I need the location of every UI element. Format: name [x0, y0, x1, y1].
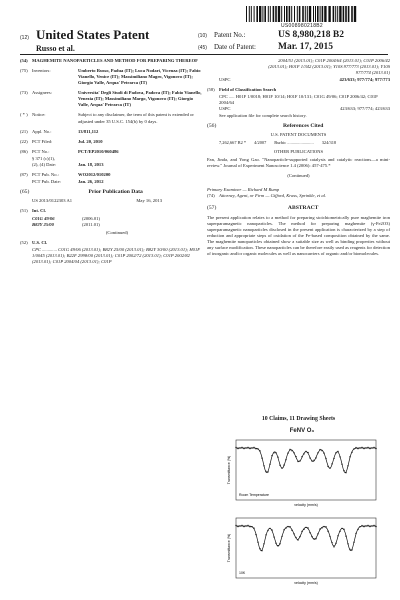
pct-filed-date: Jul. 20, 2010	[78, 138, 103, 144]
notice-text: Subject to any disclaimer, the term of this patent is extended or adjusted under 35 U.S.C. 154(b) by 0 days.	[78, 112, 194, 124]
barcode-bar	[351, 6, 353, 22]
code-87: (87)	[20, 171, 28, 177]
s371-label: § 371 (c)(1),	[32, 155, 56, 161]
pct-pub-label: PCT Pub. No.:	[32, 171, 59, 177]
fit-curve	[236, 526, 376, 551]
assignee-label: Assignees:	[32, 90, 52, 96]
barcode-graphic	[246, 6, 358, 22]
barcode-bar	[289, 6, 291, 22]
attorney: Attorney, Agent, or Firm — Gifford, Krass, Sprinkle, et al.	[219, 193, 327, 199]
barcode-bar	[337, 6, 338, 22]
code-58: (58)	[207, 87, 215, 93]
barcode-bar	[324, 6, 326, 22]
barcode-bar	[254, 6, 255, 22]
barcode-bar	[307, 6, 308, 22]
code-45: (45)	[198, 45, 207, 51]
cpc-continued: 2004/51 (2013.01); C01P 2004/64 (2013.01); C01P 2006/42 (2013.01); H01F 1/342 (2013.01); Y10S 977/773 (2013.01); Y10S 977/774 (2013.01)	[268, 58, 390, 76]
s371-sub-label: (2), (4) Date:	[32, 161, 57, 167]
barcode-bar	[251, 6, 252, 22]
cpc-classes: CPC ............. C01G 49/06 (2013.01); B82Y 25/00 (2013.01); B82Y 30/00 (2013.01); H01F 1/0045 (2013.01); B22F 2998/00 (2013.01); C01P 2002/72 (2013.01); C01P 2002/82 (2013.01); C01P 2004/04 (2013.01); C01P	[32, 246, 201, 264]
barcode-bar	[270, 6, 271, 22]
barcode-bar	[339, 6, 341, 22]
barcode-bar	[348, 6, 350, 22]
pct-pub-number: WO2012/010200	[78, 171, 111, 177]
barcode-bar	[297, 6, 298, 22]
barcode-bar	[268, 6, 269, 22]
code-22: (22)	[20, 138, 28, 144]
barcode-bar	[333, 6, 335, 22]
barcode-bar	[275, 6, 277, 22]
barcode-bar	[343, 6, 345, 22]
barcode-bar	[354, 6, 356, 22]
barcode-bar	[262, 6, 263, 22]
header-rule	[20, 54, 388, 55]
field-search-title: Field of Classification Search	[219, 87, 277, 93]
barcode-bar	[256, 6, 258, 22]
patent-no-label: Patent No.:	[214, 31, 246, 39]
barcode-bar	[335, 6, 336, 22]
barcode-bar	[345, 6, 347, 22]
barcode-bar	[299, 6, 301, 22]
field-uspc-label: USPC	[219, 106, 231, 112]
header-right	[198, 30, 388, 54]
y-axis-label: Transmittance (%)	[227, 533, 231, 563]
barcode-bar	[291, 6, 292, 22]
claims-summary: 10 Claims, 11 Drawing Sheets	[261, 416, 336, 422]
plot-frame	[236, 440, 376, 500]
header-left	[20, 27, 149, 53]
intcl-2: B82Y 25/00	[32, 221, 54, 227]
appl-number: 13/811,112	[78, 128, 99, 134]
code-12: (12)	[20, 35, 29, 41]
patent-title: MAGHEMITE NANOPARTICLES AND METHOD FOR PREPARING THEREOF	[32, 58, 198, 63]
intcl-continued: (Continued)	[105, 229, 129, 235]
us-doc-number: 7,262,667 B2 *	[219, 140, 247, 145]
barcode-bar	[249, 6, 250, 22]
barcode-bar	[259, 6, 261, 22]
us-docs-title: U.S. PATENT DOCUMENTS	[270, 131, 327, 137]
prior-pub-number: US 2013/0122303 A1	[32, 198, 73, 204]
us-doc-date: 4/2007	[254, 140, 267, 145]
barcode	[246, 6, 358, 29]
code-65: (65)	[20, 189, 30, 195]
barcode-bar	[309, 6, 311, 22]
notice-label: Notice:	[32, 112, 46, 118]
code-21: (21)	[20, 128, 28, 134]
barcode-bar	[302, 6, 304, 22]
pct-number: PCT/EP2010/060486	[78, 148, 119, 154]
barcode-bar	[284, 6, 285, 22]
code-57: (57)	[207, 205, 217, 212]
other-pubs-title: OTHER PUBLICATIONS	[273, 148, 324, 154]
intcl-2-date: (2011.01)	[82, 221, 100, 227]
country-title: United States Patent	[36, 27, 150, 42]
prior-pub-heading: Prior Publication Data	[88, 189, 143, 195]
abstract-title: ABSTRACT	[287, 205, 319, 212]
inventors-label: Inventors:	[32, 68, 51, 74]
barcode-number: US008980218B2	[281, 23, 323, 29]
panel-label: Room Temperature	[239, 493, 269, 497]
panel-room-temp	[227, 440, 377, 507]
pct-filed-label: PCT Filed:	[32, 138, 53, 144]
field-uspc-values: 423/633; 977/774; 423/633	[339, 106, 390, 112]
fit-curve	[236, 448, 376, 473]
barcode-bar	[313, 6, 314, 22]
figure-title: FeNV O₃	[289, 428, 315, 434]
s371-date: Jan. 18, 2013	[78, 161, 104, 167]
abstract-text: The present application relates to a method for preparing stoichiometrically pure maghemite iron superparamagnetic nanoparticles. The method for preparing maghemite (γ-Fe2O3) superparamagnetic nanoparticles disclosed in the present application is characterized by a step of reduction and appropriate steps of oxidation of the Fe-based composition obtained by the same. The maghemite nanoparticles obtained show a suitable size as well as binding properties without any surface modification. These nanoparticles can be therefore easily used as reagents for detection of inorganic and/or organic molecules as well as nanocarriers of organic and/or biomolecules.	[207, 214, 390, 256]
code-10: (10)	[198, 33, 207, 39]
us-doc-name: Burbic ........................	[274, 140, 314, 145]
barcode-bar	[315, 6, 316, 22]
pct-no-label: PCT No.:	[32, 148, 50, 154]
primary-examiner: Primary Examiner — Richard M Rump	[207, 187, 280, 193]
assignees: Universita' Degli Studi di Padova, Padova (IT); Fabio Vianello, Venezia (IT); Massimiliano Margo, Vigonovo (IT); Giorgio Valle, Arqua' Petrarca (IT)	[78, 90, 202, 108]
barcode-bar	[278, 6, 280, 22]
pct-pub-date: Jan. 26, 2012	[78, 178, 104, 184]
intcl-1: C01G 49/06	[32, 215, 55, 221]
field-search-note: See application file for complete search history.	[219, 112, 307, 118]
barcode-bar	[281, 6, 282, 22]
intcl-1-date: (2006.01)	[82, 215, 100, 221]
intcl-label: Int. Cl.	[32, 208, 46, 214]
uscl-label: U.S. Cl.	[32, 239, 48, 245]
code-52: (52)	[20, 239, 28, 245]
code-56: (56)	[207, 122, 217, 129]
barcode-bar	[246, 6, 247, 22]
us-doc-class: 324/318	[321, 140, 337, 145]
references-title: References Cited	[282, 122, 324, 129]
code-74: (74)	[207, 193, 215, 199]
date-label: Date of Patent:	[214, 43, 256, 51]
left-column	[20, 58, 202, 265]
other-publication: Fan, Jinda, and Yong Gao. "Nanoparticle-supported catalysts and catalytic reactions—a mini-review." Journal of Experiment Nanoscience 1.4 (2006): 457-475.*	[207, 156, 390, 168]
mossbauer-figure	[222, 428, 382, 588]
code-notice: ( * )	[20, 112, 28, 118]
patent-number: US 8,980,218 B2	[278, 30, 344, 40]
barcode-bar	[305, 6, 306, 22]
y-axis-label: Transmittance (%)	[227, 455, 231, 485]
uspc-values: 423/633; 977/774; 977/773	[339, 77, 390, 83]
x-axis-label: velocity (mm/s)	[294, 581, 318, 585]
code-75: (75)	[20, 68, 28, 74]
x-axis-label: velocity (mm/s)	[294, 503, 318, 507]
prior-pub-title	[20, 189, 202, 196]
barcode-bar	[286, 6, 288, 22]
pct-pub-date-label: PCT Pub. Date:	[32, 178, 61, 184]
code-51: (51)	[20, 208, 28, 214]
barcode-bar	[273, 6, 275, 22]
us-doc-row	[207, 140, 390, 146]
field-search-cpc: CPC ..... H01F 1/0018; H01F 10/14; H01F 10/131; C01G 49/06; C01P 2006/42; C01P 2004/64	[219, 94, 378, 106]
barcode-bar	[264, 6, 266, 22]
panel-10k	[227, 518, 377, 585]
authors: Russo et al.	[36, 44, 75, 53]
barcode-bar	[317, 6, 319, 22]
code-73: (73)	[20, 90, 28, 96]
inventors: Umberto Russo, Padua (IT); Luca Nodari, Vicenza (IT); Fabio Vianello, Venice (IT); Massimiliano Magro, Vigonovo (IT); Giorgio Valle, Arqua' Petrarca (IT)	[78, 68, 201, 86]
prior-pub-date: May 16, 2013	[136, 198, 162, 204]
code-86: (86)	[20, 148, 28, 154]
barcode-bar	[294, 6, 295, 22]
uspc-label: USPC	[219, 77, 231, 83]
barcode-bar	[328, 6, 330, 22]
barcode-bar	[320, 6, 321, 22]
panel-label: 10K	[239, 571, 246, 575]
patent-date: Mar. 17, 2015	[278, 42, 334, 52]
appl-label: Appl. No.:	[32, 128, 52, 134]
code-54: (54)	[20, 58, 28, 63]
barcode-bar	[322, 6, 324, 22]
figure-graphic	[222, 428, 382, 588]
refs-continued: (Continued)	[287, 173, 310, 178]
right-column	[207, 58, 390, 257]
